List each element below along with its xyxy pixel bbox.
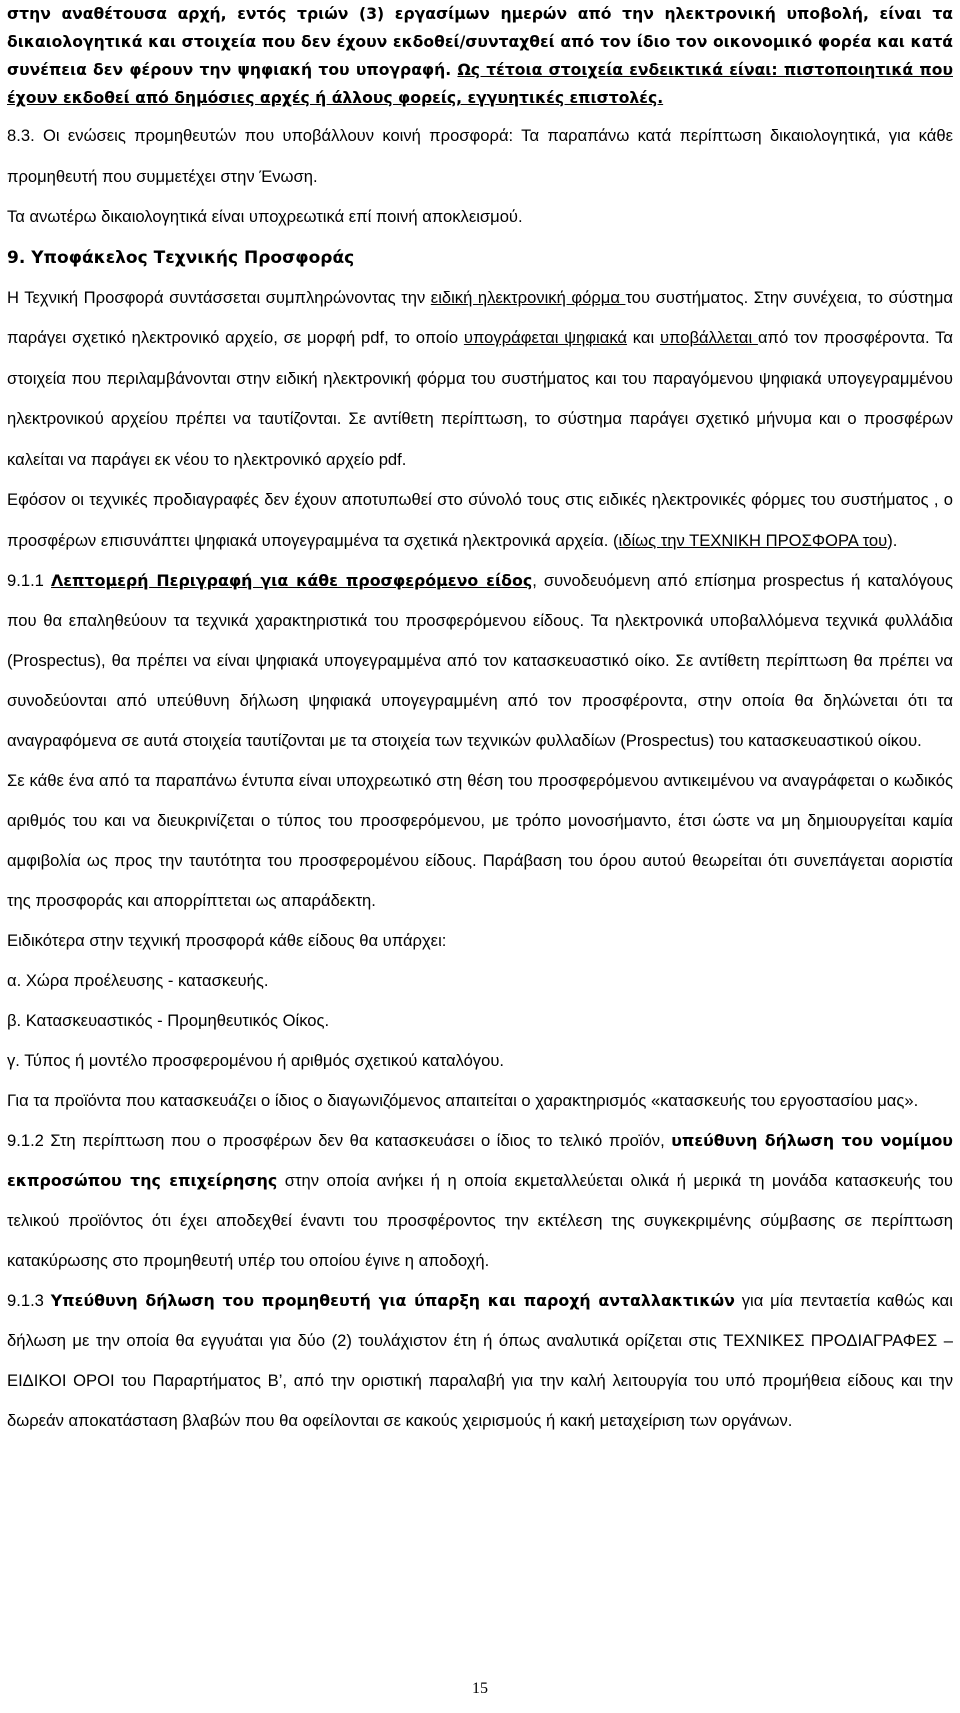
text-run: από τον προσφέροντα. Τα στοιχεία που περιλαμβάνονται στην ειδική ηλεκτρονική φόρμα του συστήματος και του παραγόμενου ψηφιακά υπογεγραμμένου ηλεκτρονικού αρχείου πρέπει να ταυτίζονται. Σε αντίθετη περίπτωση, το σύστημα παράγει σχετικό μήνυμα και ο προσφέρων καλείται να παράγει εκ νέου το ηλεκτρονικό αρχείο pdf. — [7, 328, 953, 469]
intro-paragraph — [7, 0, 953, 112]
text-run: στην οποία ανήκει ή η οποία εκμεταλλεύεται ολικά ή μερικά τη μονάδα κατασκευής του τελικού προϊόντος ότι έχει αποδεχθεί έναντι του προσφέροντος την εκτέλεση της συγκεκριμένης σύμβασης σε περίπτωση κατακύρωσης στο προμηθευτή υπέρ του οποίου έγινε η αποδοχή. — [7, 1171, 953, 1270]
bold-run: υπεύθυνη δήλωση του νομίμου εκπροσώπου της επιχείρησης — [7, 1131, 953, 1190]
underlined-run: υπογράφεται ψηφιακά — [463, 328, 628, 347]
document-page — [7, 0, 953, 1441]
text-run: , συνοδευόμενη από επίσημα prospectus ή καταλόγους που θα επαληθεύουν τα τεχνικά χαρακτηριστικά του προσφερόμενου είδους. Τα ηλεκτρονικά υποβαλλόμενα τεχνικά φυλλάδια (Prospectus), θα πρέπει να είναι ψηφιακά υπογεγραμμένα από τον κατασκευαστικό οίκο. Σε αντίθετη περίπτωση θα πρέπει να συνοδεύονται από υπεύθυνη δήλωση ψηφιακά υπογεγραμμένη από τον προσφέροντα, στην οποία θα δηλώνεται ότι τα αναγραφόμενα σε αυτά στοιχεία ταυτίζονται με τα στοιχεία των τεχνικών φυλλαδίων (Prospectus) του κατασκευαστικού οίκου. — [7, 571, 953, 750]
text-run: Η Τεχνική Προσφορά συντάσσεται συμπληρώνοντας την — [7, 287, 431, 307]
underlined-run: υποβάλλεται — [659, 328, 758, 347]
intro-underlined-text: Ως τέτοια στοιχεία ενδεικτικά είναι: πιστοποιητικά που έχουν εκδοθεί από δημόσιες αρχές ή άλλους φορείς, εγγυητικές επιστολές. — [7, 61, 953, 107]
list-intro: Ειδικότερα στην τεχνική προσφορά κάθε είδους θα υπάρχει: — [7, 931, 447, 950]
underlined-run: ιδίως την ΤΕΧΝΙΚΗ ΠΡΟΣΦΟΡΑ του — [618, 530, 888, 550]
text-run: ). — [887, 530, 898, 550]
text-run: 9.1.2 Στη περίπτωση που ο προσφέρων δεν θα κατασκευάσει ο ίδιος το τελικό προϊόν, — [7, 1131, 672, 1150]
section-9-heading: 9. Υποφάκελος Τεχνικής Προσφοράς — [7, 247, 355, 268]
text-run: Εφόσον οι τεχνικές προδιαγραφές δεν έχουν αποτυπωθεί στο σύνολό τους στις ειδικές ηλεκτρονικές φόρμες του συστήματος , ο προσφέρων επισυνάπτει ψηφιακά υπογεγραμμένα τα σχετικά ηλεκτρονικά αρχεία. ( — [7, 490, 953, 550]
text-run: για μία πενταετία καθώς και δήλωση με την οποία θα εγγυάται για δύο (2) τουλάχιστον έτη ή όπως αναλυτικά ορίζεται στις ΤΕΧΝΙΚΕΣ ΠΡΟΔΙΑΓΡΑΦΕΣ – ΕΙΔΙΚΟΙ ΟΡΟΙ του Παραρτήματος Β’, από την οριστική παραλαβή για την καλή λειτουργία του υπό προμήθεια είδους και την δωρεάν αποκατάσταση βλαβών που θα οφείλονται σε κακούς χειρισμούς ή κακή μεταχείριση των οργάνων. — [7, 1291, 953, 1430]
section-9-paragraph-2 — [7, 480, 953, 561]
section-number: 9.1.3 — [7, 1291, 51, 1310]
section-9-1-3 — [7, 1281, 953, 1441]
mandatory-note: Τα ανωτέρω δικαιολογητικά είναι υποχρεωτικά επί ποινή αποκλεισμού. — [7, 207, 523, 226]
text-run: και — [627, 328, 660, 347]
section-number: 9.1.1 — [7, 571, 52, 590]
list-item: α. Χώρα προέλευσης - κατασκευής. — [7, 971, 269, 990]
bold-underlined-run: Λεπτομερή Περιγραφή για κάθε προσφερόμενο είδος — [51, 571, 533, 590]
section-9-1-1-paragraph-2: Σε κάθε ένα από τα παραπάνω έντυπα είναι υποχρεωτικό στη θέση του προσφερόμενου αντικειμένου να αναγράφεται ο κωδικός αριθμός του και να διευκρινίζεται ο τύπος του προσφερόμενου, με τρόπο μονοσήμαντο, έτσι ώστε να μη δημιουργείται καμία αμφιβολία ως προς την ταυτότητα του προσφερομένου είδους. Παράβαση του όρου αυτού θεωρείται ότι συνεπάγεται αοριστία της προσφοράς και απορρίπτεται ως απαράδεκτη. — [7, 771, 953, 910]
section-9-paragraph-1 — [7, 278, 953, 481]
section-8-3: 8.3. Οι ενώσεις προμηθευτών που υποβάλλουν κοινή προσφορά: Τα παραπάνω κατά περίπτωση δικαιολογητικά, για κάθε προμηθευτή που συμμετέχει στην Ένωση. — [7, 126, 953, 186]
page-number: 15 — [472, 1680, 488, 1697]
intro-text: στην αναθέτουσα αρχή, εντός τριών (3) εργασίμων ημερών από την ηλεκτρονική υποβολή, είναι τα δικαιολογητικά και στοιχεία που δεν έχουν εκδοθεί/συνταχθεί από τον ίδιο τον οικονομικό φορέα και κατά συνέπεια δεν φέρουν την ψηφιακή του υπογραφή. — [7, 5, 953, 79]
section-9-1-1 — [7, 561, 953, 761]
list-item: β. Κατασκευαστικός - Προμηθευτικός Οίκος. — [7, 1011, 330, 1030]
underlined-run: ειδική ηλεκτρονική φόρμα — [430, 287, 626, 307]
section-9-1-2 — [7, 1121, 953, 1281]
bold-run: Υπεύθυνη δήλωση του προμηθευτή για ύπαρξη και παροχή ανταλλακτικών — [50, 1291, 735, 1310]
closing-paragraph: Για τα προϊόντα που κατασκευάζει ο ίδιος ο διαγωνιζόμενος απαιτείται ο χαρακτηρισμός «κατασκευής του εργοστασίου μας». — [7, 1091, 919, 1110]
text-run: του συστήματος. Στην συνέχεια, το σύστημα παράγει σχετικό ηλεκτρονικό αρχείο, σε μορφή pdf, το οποίο — [7, 287, 953, 347]
list-item: γ. Τύπος ή μοντέλο προσφερομένου ή αριθμός σχετικού καταλόγου. — [7, 1051, 505, 1070]
